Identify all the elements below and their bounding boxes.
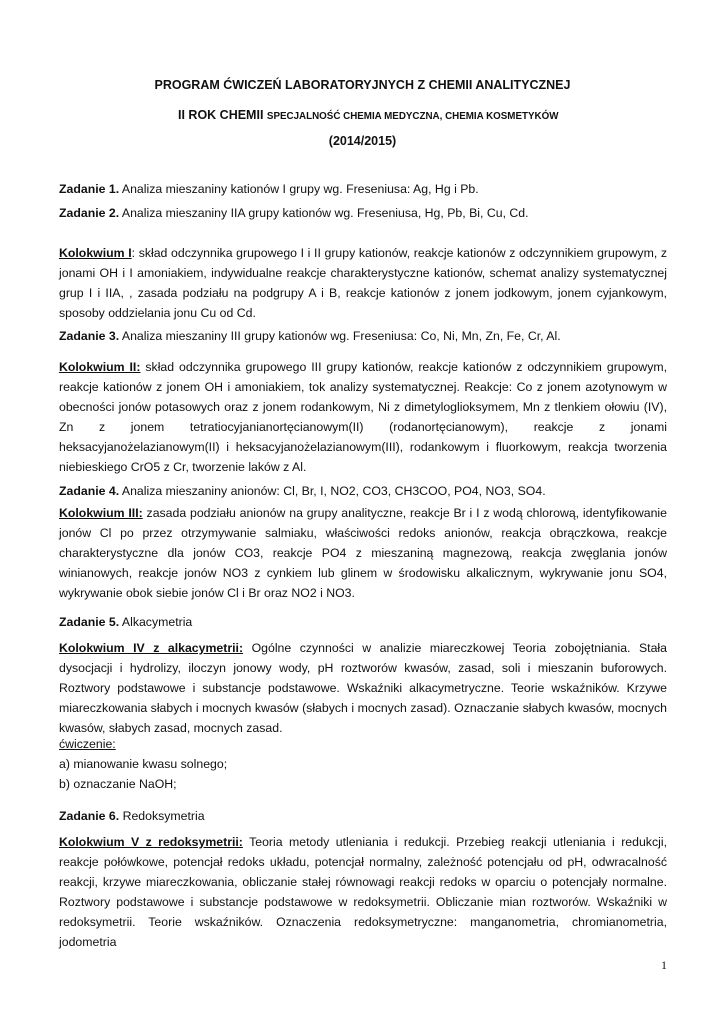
- zadanie-1: [59, 179, 667, 199]
- cwiczenie-label: ćwiczenie:: [59, 737, 116, 751]
- kolokwium-2-text: skład odczynnika grupowego III grupy kationów, reakcje kationów z odczynnikiem grupowym, reakcje kationów z jonem OH i amoniakiem, tok analizy systematycznej. Reakcje: Co z jonem azotynowym w obecności jonów potasowych oraz z jonem rodankowym, Ni z dimetyloglioksymem, Mn z tlenkiem ołowiu (IV), Zn z jonem tetratiocyjanianortęcianowym(II) (rodanortęcianowym), reakcje z jonami heksacyjanożelazianowym(II) i heksacyjanożelazianowym(III), rodankowym i fluorkowym, reakcja tworzenia niebieskiego CrO5 z Cr, tworzenie laków z Al.: [59, 360, 667, 474]
- cwiczenie-item-b: b) oznaczanie NaOH;: [59, 777, 177, 791]
- cwiczenie-item-a: a) mianowanie kwasu solnego;: [59, 757, 228, 771]
- zadanie-5: [59, 612, 667, 632]
- kolokwium-4: [59, 638, 667, 738]
- zadanie-3-label: Zadanie 3.: [59, 329, 120, 343]
- zadanie-5-text: Alkacymetria: [121, 615, 193, 629]
- zadanie-2: [59, 203, 667, 223]
- zadanie-6-text: Redoksymetria: [122, 809, 205, 823]
- zadanie-1-text: Analiza mieszaniny kationów I grupy wg. Freseniusa: Ag, Hg i Pb.: [121, 182, 479, 196]
- kolokwium-3-label: Kolokwium III:: [59, 506, 143, 520]
- kolokwium-5: [59, 832, 667, 952]
- zadanie-3-text: Analiza mieszaniny III grupy kationów wg. Freseniusa: Co, Ni, Mn, Zn, Fe, Cr, Al.: [121, 329, 561, 343]
- doc-subtitle: [178, 108, 558, 122]
- zadanie-6: [59, 806, 667, 826]
- kolokwium-1-text: skład odczynnika grupowego I i II grupy kationów, reakcje kationów z odczynnikiem grupowym, z jonami OH i I amoniakiem, indywidualne reakcje charakterystyczne kationów, schemat analizy systematycznej grup I i IIA, , zasada podziału na podgrupy A i B, reakcje kationów z jonem jodkowym, jonem cyjankowym, sposoby oddzielania jonu Cu od Cd.: [59, 246, 668, 320]
- academic-year: (2014/2015): [328, 134, 397, 148]
- kolokwium-2-label: Kolokwium II:: [59, 360, 141, 374]
- kolokwium-3: [59, 503, 667, 603]
- zadanie-3: [59, 326, 667, 346]
- kolokwium-4-text: Ogólne czynności w analizie miareczkowej Teoria zobojętniania. Stała dysocjacji i hydrolizy, iloczyn jonowy wody, pH roztworów kwasów, zasad, soli i mieszanin buforowych. Roztwory podstawowe i substancje podstawowe. Wskaźniki alkacymetryczne. Teorie wskaźników. Krzywe miareczkowania słabych i mocnych kwasów (słabych i mocnych zasad). Oznaczanie słabych kwasów, mocnych kwasów, słabych zasad, mocnych zasad.: [59, 641, 668, 735]
- kolokwium-3-text: zasada podziału anionów na grupy analityczne, reakcje Br i I z wodą chlorową, identyfikowanie jonów Cl po przez otrzymywanie salmiaku, właściwości redoks anionów, reakcja obrączkowa, reakcje charakterystyczne dla jonów CO3, reakcje PO4 z mieszaniną magnezową, reakcja zwęglania jonów winianowych, reakcje jonów NO3 z cynkiem lub glinem w środowisku alkalicznym, wykrywanie jonu SO4, wykrywanie obok siebie jonów Cl i Br oraz NO2 i NO3.: [59, 506, 667, 600]
- kolokwium-2: [59, 357, 667, 477]
- zadanie-4-text: Analiza mieszaniny anionów: Cl, Br, I, NO2, CO3, CH3COO, PO4, NO3, SO4.: [121, 484, 546, 498]
- doc-title: PROGRAM ĆWICZEŃ LABORATORYJNYCH Z CHEMII ANALITYCZNEJ: [154, 78, 571, 92]
- zadanie-2-text: Analiza mieszaniny IIA grupy kationów wg. Freseniusa, Hg, Pb, Bi, Cu, Cd.: [121, 206, 529, 220]
- zadanie-6-label: Zadanie 6.: [59, 809, 120, 823]
- subtitle-main: II ROK CHEMII: [178, 108, 267, 122]
- kolokwium-1: Kolokwium I: skład odczynnika grupowego I i II grupy kationów, reakcje kationów z odczynnikiem grupowym, z jonami OH i I amoniakiem, indywidualne reakcje charakterystyczne kationów, schemat analizy systematycznej grup I i IIA, , zasada podziału na podgrupy A i B, reakcje kationów z jonem jodkowym, jonem cyjankowym, sposoby oddzielania jonu Cu od Cd.: [59, 246, 668, 320]
- subtitle-specialty: SPECJALNOŚĆ CHEMIA MEDYCZNA, CHEMIA KOSMETYKÓW: [266, 111, 559, 122]
- kolokwium-1-label: Kolokwium I: [59, 246, 132, 260]
- kolokwium-5-label: Kolokwium V z redoksymetrii:: [59, 835, 243, 849]
- kolokwium-4-label: Kolokwium IV z alkacymetrii:: [59, 641, 244, 655]
- zadanie-1-label: Zadanie 1.: [59, 182, 120, 196]
- cwiczenie-block: [59, 734, 667, 794]
- page-number: 1: [661, 958, 667, 972]
- zadanie-4: [59, 481, 667, 501]
- zadanie-2-label: Zadanie 2.: [59, 206, 120, 220]
- zadanie-5-label: Zadanie 5.: [59, 615, 120, 629]
- zadanie-4-label: Zadanie 4.: [59, 484, 120, 498]
- kolokwium-5-text: Teoria metody utleniania i redukcji. Przebieg reakcji utleniania i redukcji, reakcje połówkowe, potencjał redoks układu, potencjał normalny, zależność potencjału od pH, odwracalność reakcji, krzywe miareczkowania, obliczanie stałej równowagi reakcji redoks w oparciu o potencjały normalne. Roztwory podstawowe i substancje podstawowe w redoksymetrii. Obliczanie mian roztworów. Wskaźniki w redoksymetrii. Teorie wskaźników. Oznaczenia redoksymetryczne: manganometria, chromianometria, jodometria: [59, 835, 667, 949]
